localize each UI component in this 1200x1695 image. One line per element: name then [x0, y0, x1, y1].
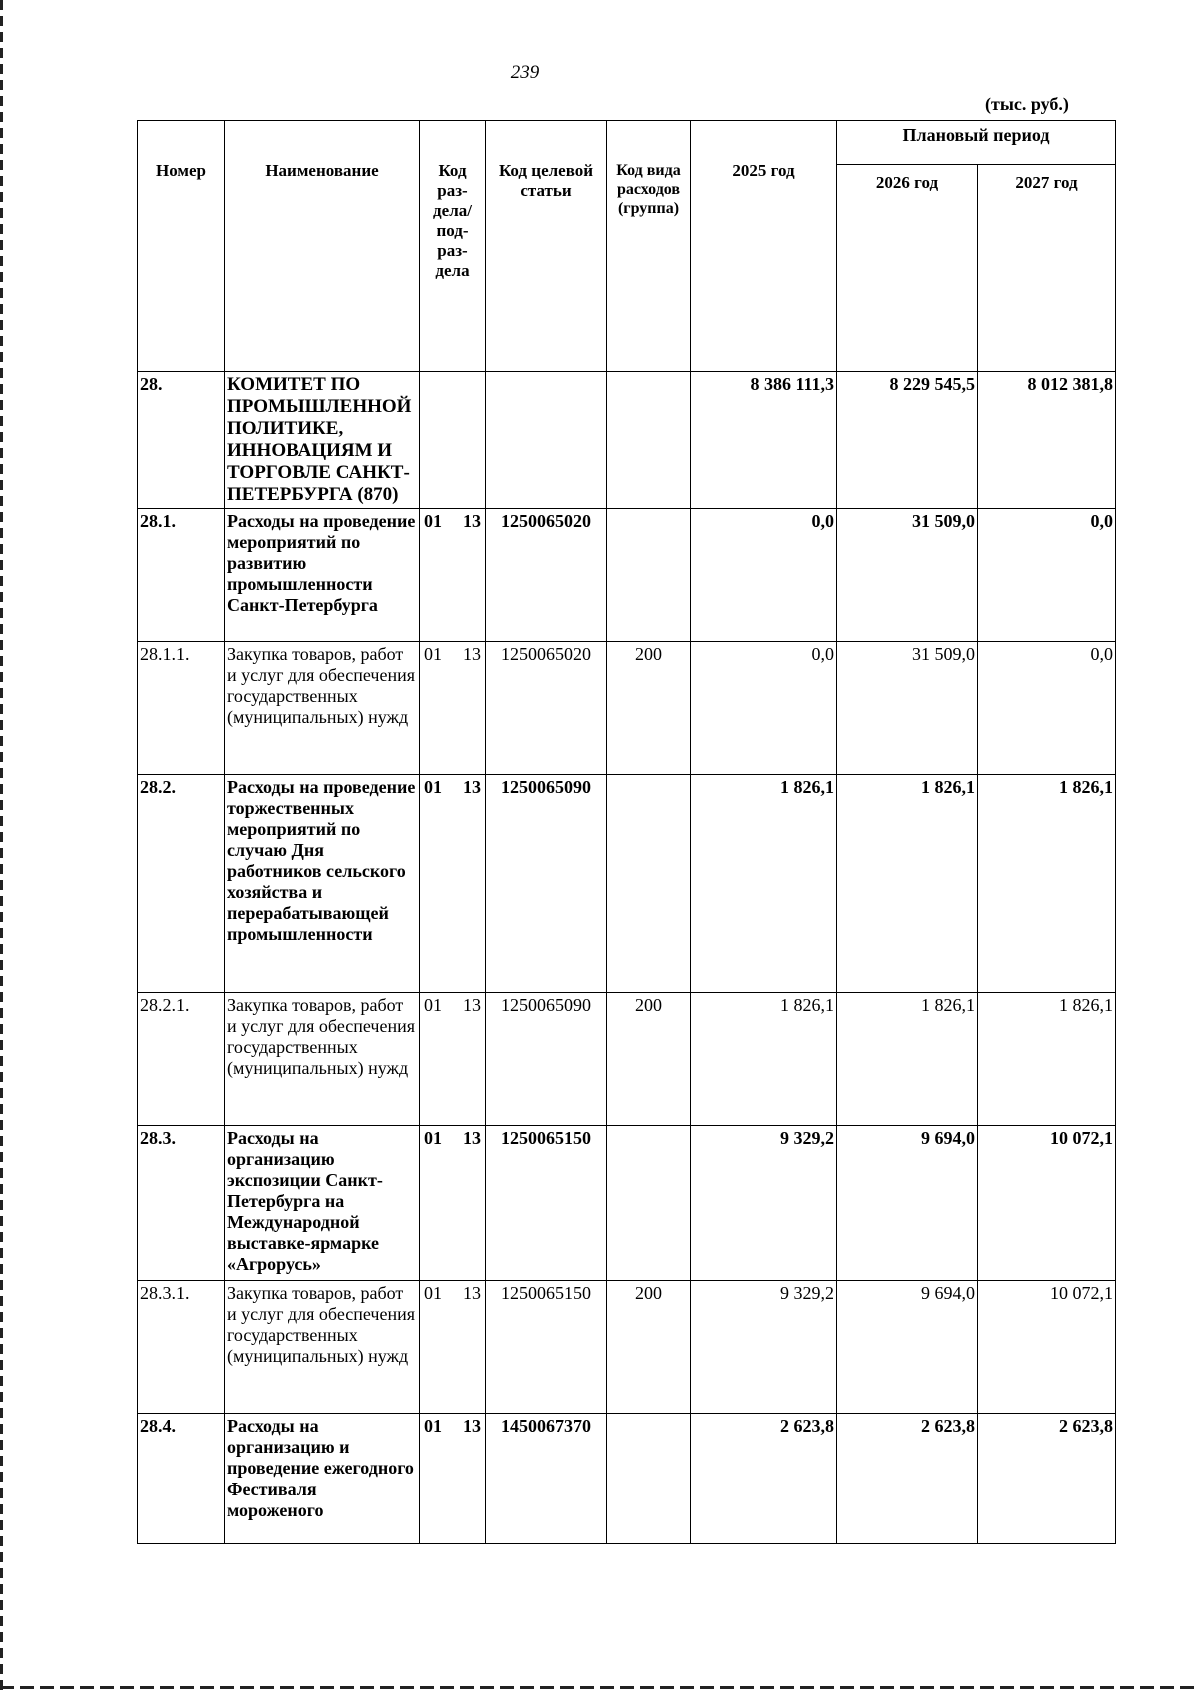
row-value-2025: 1 826,1 [691, 775, 837, 993]
row-section: 01 [424, 644, 442, 664]
row-section-code [420, 1414, 486, 1544]
row-name: Расходы на организацию экспозиции Санкт-Петербурга на Международной выставке-ярмарке «Агрорусь» [225, 1126, 420, 1281]
header-name: Наименование [225, 121, 420, 372]
row-section-code [420, 372, 486, 509]
row-name: Расходы на проведение мероприятий по развитию промышленности Санкт-Петербурга [225, 509, 420, 642]
row-section: 01 [424, 1128, 442, 1148]
row-target-code [486, 372, 607, 509]
row-number: 28.4. [138, 1414, 225, 1544]
table-row [138, 1126, 1116, 1281]
budget-table [137, 120, 1116, 1544]
row-subsection: 13 [463, 1416, 481, 1436]
units-label: (тыс. руб.) [985, 94, 1069, 114]
row-value-2025: 2 623,8 [691, 1414, 837, 1544]
header-planned-period: Плановый период [837, 121, 1116, 165]
row-section-code [420, 1126, 486, 1281]
row-expense-type [607, 1414, 691, 1544]
header-section-code: Код раз-дела/ под-раз-дела [420, 121, 486, 372]
row-expense-type [607, 775, 691, 993]
row-value-2027: 10 072,1 [978, 1281, 1116, 1414]
row-value-2026: 9 694,0 [837, 1281, 978, 1414]
row-value-2025: 8 386 111,3 [691, 372, 837, 509]
table-row [138, 775, 1116, 993]
table-row [138, 509, 1116, 642]
row-target-code: 1250065020 [486, 509, 607, 642]
row-value-2026: 9 694,0 [837, 1126, 978, 1281]
header-target-code: Код целевой статьи [486, 121, 607, 372]
row-subsection: 13 [463, 511, 481, 531]
table-row [138, 642, 1116, 775]
row-subsection: 13 [463, 777, 481, 797]
header-expense-type: Код вида расходов (группа) [607, 121, 691, 372]
row-expense-type: 200 [607, 993, 691, 1126]
row-expense-type [607, 509, 691, 642]
row-section: 01 [424, 511, 442, 531]
row-section-code [420, 509, 486, 642]
row-section-code [420, 993, 486, 1126]
header-number: Номер [138, 121, 225, 372]
row-value-2027: 0,0 [978, 642, 1116, 775]
row-expense-type: 200 [607, 1281, 691, 1414]
row-name: КОМИТЕТ ПО ПРОМЫШЛЕННОЙ ПОЛИТИКЕ, ИННОВАЦИЯМ И ТОРГОВЛЕ САНКТ-ПЕТЕРБУРГА (870) [225, 372, 420, 509]
row-expense-type [607, 372, 691, 509]
row-target-code: 1250065150 [486, 1126, 607, 1281]
row-value-2027: 10 072,1 [978, 1126, 1116, 1281]
row-value-2025: 9 329,2 [691, 1126, 837, 1281]
table-row [138, 1414, 1116, 1544]
row-target-code: 1250065020 [486, 642, 607, 775]
table-row [138, 372, 1116, 509]
row-target-code: 1250065090 [486, 775, 607, 993]
row-value-2027: 1 826,1 [978, 993, 1116, 1126]
row-expense-type: 200 [607, 642, 691, 775]
row-number: 28. [138, 372, 225, 509]
row-value-2027: 2 623,8 [978, 1414, 1116, 1544]
row-name: Расходы на организацию и проведение ежегодного Фестиваля мороженого [225, 1414, 420, 1544]
table-row [138, 993, 1116, 1126]
row-subsection: 13 [463, 644, 481, 664]
row-number: 28.1. [138, 509, 225, 642]
row-number: 28.3.1. [138, 1281, 225, 1414]
row-value-2026: 2 623,8 [837, 1414, 978, 1544]
row-section-code [420, 775, 486, 993]
row-value-2025: 0,0 [691, 509, 837, 642]
row-number: 28.2. [138, 775, 225, 993]
row-subsection: 13 [463, 1128, 481, 1148]
page-number: 239 [510, 62, 540, 83]
row-section: 01 [424, 995, 442, 1015]
row-section: 01 [424, 1283, 442, 1303]
header-year-2025: 2025 год [691, 121, 837, 372]
row-value-2026: 1 826,1 [837, 775, 978, 993]
row-value-2026: 1 826,1 [837, 993, 978, 1126]
row-section: 01 [424, 1416, 442, 1436]
row-target-code: 1250065150 [486, 1281, 607, 1414]
header-year-2026: 2026 год [837, 164, 978, 371]
row-value-2027: 0,0 [978, 509, 1116, 642]
row-value-2027: 1 826,1 [978, 775, 1116, 993]
row-expense-type [607, 1126, 691, 1281]
row-value-2025: 1 826,1 [691, 993, 837, 1126]
row-value-2027: 8 012 381,8 [978, 372, 1116, 509]
row-value-2026: 31 509,0 [837, 642, 978, 775]
header-year-2027: 2027 год [978, 164, 1116, 371]
row-name: Расходы на проведение торжественных мероприятий по случаю Дня работников сельского хозяйства и перерабатывающей промышленности [225, 775, 420, 993]
row-value-2026: 8 229 545,5 [837, 372, 978, 509]
row-target-code: 1250065090 [486, 993, 607, 1126]
row-name: Закупка товаров, работ и услуг для обеспечения государственных (муниципальных) нужд [225, 993, 420, 1126]
row-section-code [420, 1281, 486, 1414]
row-subsection: 13 [463, 1283, 481, 1303]
row-target-code: 1450067370 [486, 1414, 607, 1544]
row-section: 01 [424, 777, 442, 797]
table-row [138, 1281, 1116, 1414]
row-value-2025: 0,0 [691, 642, 837, 775]
row-name: Закупка товаров, работ и услуг для обеспечения государственных (муниципальных) нужд [225, 642, 420, 775]
row-value-2026: 31 509,0 [837, 509, 978, 642]
row-section-code [420, 642, 486, 775]
row-number: 28.3. [138, 1126, 225, 1281]
scan-edge-bottom [0, 1686, 1200, 1689]
row-number: 28.1.1. [138, 642, 225, 775]
row-subsection: 13 [463, 995, 481, 1015]
row-number: 28.2.1. [138, 993, 225, 1126]
row-name: Закупка товаров, работ и услуг для обеспечения государственных (муниципальных) нужд [225, 1281, 420, 1414]
row-value-2025: 9 329,2 [691, 1281, 837, 1414]
header-row-top [138, 121, 1116, 165]
scan-edge-left [0, 0, 3, 1695]
